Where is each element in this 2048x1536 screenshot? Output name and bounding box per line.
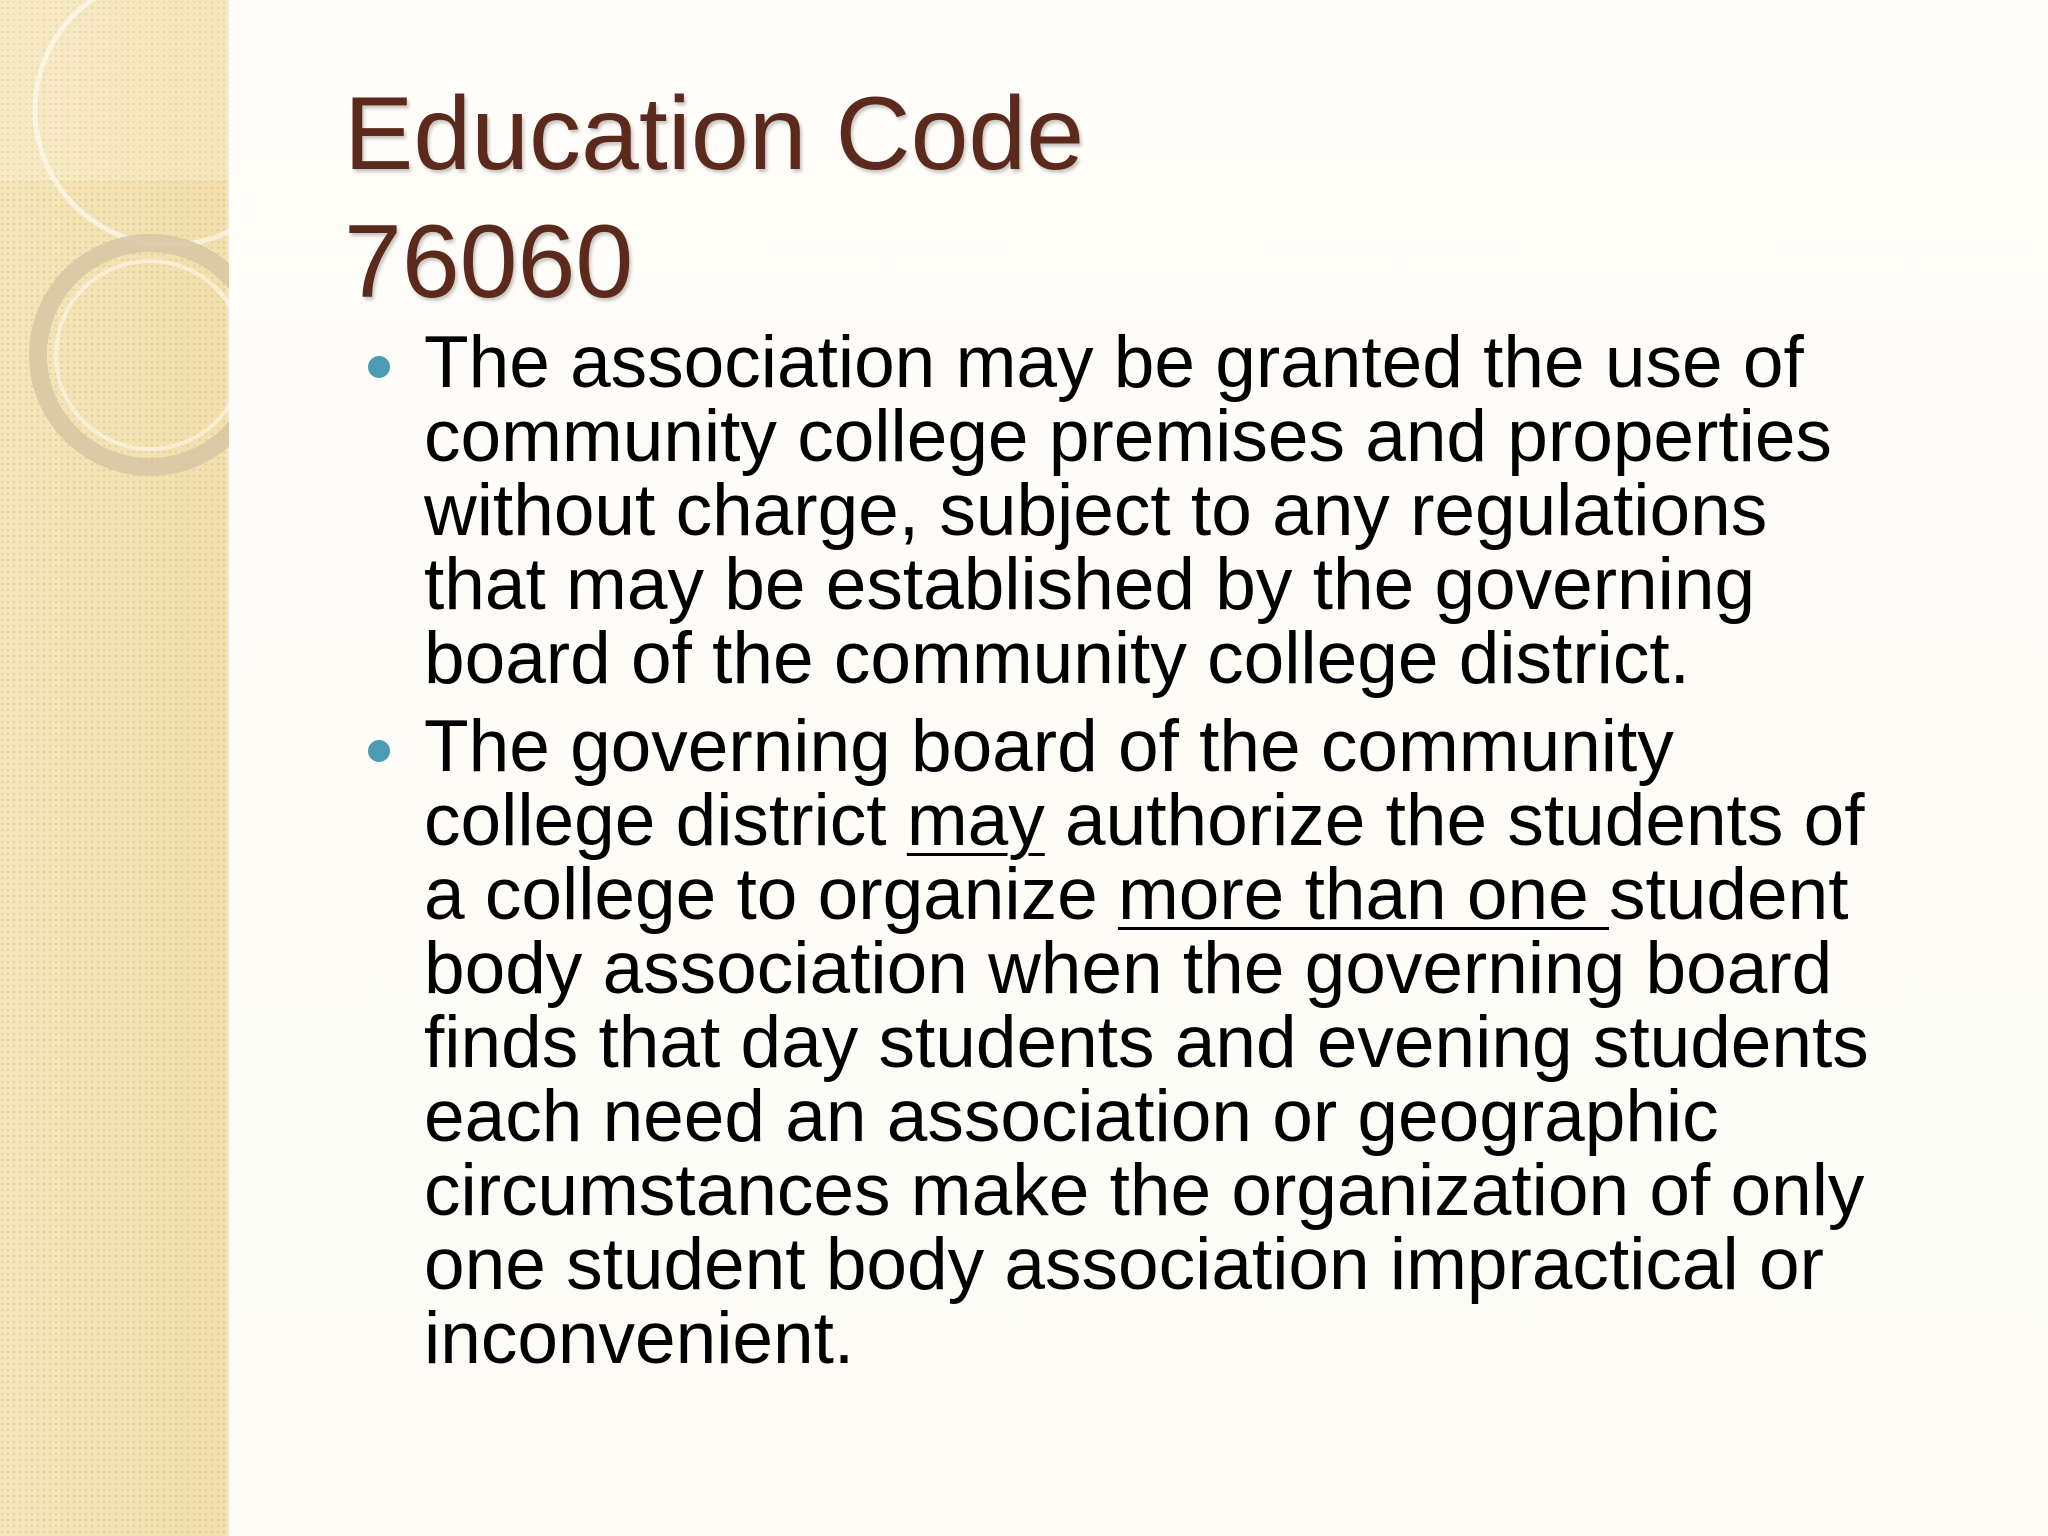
bullet-text-line: community college premises and properties — [424, 396, 1832, 477]
bullet-text-line: without charge, subject to any regulations — [424, 470, 1768, 551]
bullet-list — [358, 322, 1998, 1390]
bullet-text-line: The association may be granted the use of — [424, 322, 1804, 403]
bullet-text-line — [424, 780, 1998, 861]
bullet-item — [358, 706, 1998, 1379]
underlined-more-than-one: more than one — [1117, 854, 1610, 935]
bullet-text-line: The governing board of the community — [424, 706, 1674, 787]
title-line-1: Education Code — [344, 76, 1085, 192]
bullet-text-line: that may be established by the governing — [424, 544, 1756, 625]
bullet-text-line: body association when the governing board — [424, 928, 1833, 1009]
bullet-text-line: each need an association or geographic — [424, 1076, 1719, 1157]
bullet-text-line: board of the community college district. — [424, 618, 1690, 699]
bullet-text-line: one student body association impractical or — [424, 1224, 1824, 1305]
bullet-text-segment: a college to organize — [424, 854, 1118, 935]
bullet-text-line: finds that day students and evening students — [424, 1002, 1869, 1083]
slide-title — [344, 70, 1544, 326]
bullet-dot-icon — [368, 740, 390, 762]
underlined-may: may — [906, 780, 1045, 861]
bullet-text-line: inconvenient. — [424, 1298, 855, 1379]
decorative-sidebar — [0, 0, 229, 1536]
title-line-2: 76060 — [344, 204, 634, 320]
bullet-dot-icon — [368, 356, 390, 378]
bullet-text-segment: college district — [424, 780, 907, 861]
bullet-text-segment: student — [1609, 854, 1849, 935]
bullet-text-line — [424, 854, 1998, 935]
bullet-item — [358, 322, 1998, 699]
decorative-rings — [0, 0, 229, 1536]
bullet-text-line: circumstances make the organization of only — [424, 1150, 1865, 1231]
bullet-text-segment: authorize the students of — [1044, 780, 1865, 861]
